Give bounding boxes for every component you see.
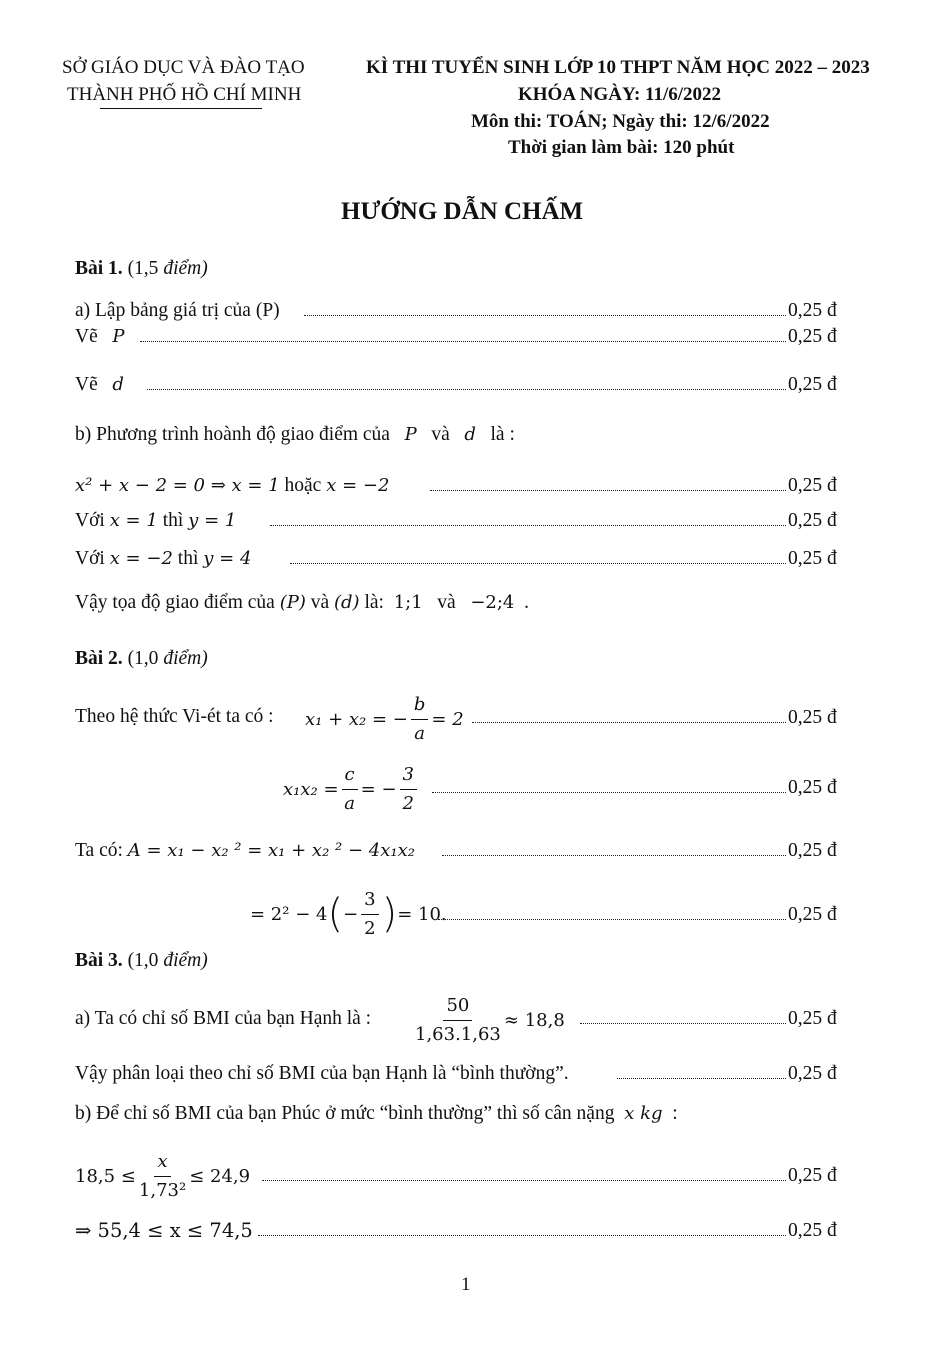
bai1-case2: Với x = −2 thì y = 4	[75, 548, 252, 569]
bai3-a-row	[0, 1004, 938, 1034]
bai1-b-row	[0, 420, 938, 450]
bai1-heading	[75, 258, 208, 280]
bai3-b-row	[0, 1099, 938, 1129]
bai1-label: Bài 1.	[75, 258, 123, 279]
points: 0,25 đ	[788, 1220, 837, 1241]
leader-dots	[290, 563, 786, 564]
points: 0,25 đ	[788, 1008, 837, 1029]
bai3-classify-row	[0, 1059, 938, 1089]
bai3-score-unit: điểm)	[163, 950, 208, 971]
exam-title: KÌ THI TUYỂN SINH LỚP 10 THPT NĂM HỌC 2022 – 2023	[366, 57, 870, 78]
bai2-vieta-text: Theo hệ thức Vi-ét ta có :	[75, 706, 274, 727]
points: 0,25 đ	[788, 777, 837, 798]
bai3-result-row	[0, 1216, 938, 1246]
bai1-ve-p: Vẽ P	[75, 326, 125, 347]
leader-dots	[430, 490, 786, 491]
leader-dots	[262, 1180, 786, 1181]
bai3-heading	[75, 950, 208, 972]
bai1-score-unit: điểm)	[163, 258, 208, 279]
bai2-heading	[75, 648, 208, 670]
bai2-score-unit: điểm)	[163, 648, 208, 669]
bai2-calculation: = 2² − 4 ( − $\frac{3}{2}$ ) = 10.	[250, 888, 447, 939]
bai1-conclusion: Vậy tọa độ giao điểm của (P) và (d) là: 1;1 và −2;4 .	[75, 592, 530, 613]
leader-dots	[472, 722, 786, 723]
bai3-b-text: b) Để chỉ số BMI của bạn Phúc ở mức “bình thường” thì số cân nặng x kg :	[75, 1103, 678, 1124]
header-city: THÀNH PHỐ HỒ CHÍ MINH	[67, 84, 302, 105]
bai1-b-text: b) Phương trình hoành độ giao điểm của P và d là :	[75, 424, 515, 445]
points: 0,25 đ	[788, 1165, 837, 1186]
points: 0,25 đ	[788, 374, 837, 395]
bai3-score: (1,0	[127, 950, 159, 971]
bai3-result: ⇒ 55,4 ≤ x ≤ 74,5	[75, 1219, 253, 1242]
page-number: 1	[461, 1274, 471, 1295]
bai1-x2-row	[0, 544, 938, 574]
header-department: SỞ GIÁO DỤC VÀ ĐÀO TẠO	[62, 57, 305, 78]
leader-dots	[270, 525, 786, 526]
leader-dots	[438, 919, 786, 920]
bai1-eq-row	[0, 471, 938, 501]
exam-subject: Môn thi: TOÁN; Ngày thi: 12/6/2022	[471, 111, 770, 132]
bai2-sum-row	[0, 703, 938, 733]
leader-dots	[258, 1235, 786, 1236]
bai2-a-expression: Ta có: A = x₁ − x₂ ² = x₁ + x₂ ² − 4x₁x₂	[75, 840, 415, 861]
exam-duration: Thời gian làm bài: 120 phút	[508, 137, 735, 158]
bai1-a-text: a) Lập bảng giá trị của (P)	[75, 300, 280, 321]
bai2-sum-formula: x₁ + x₂ = − $\frac{b}{a}$ = 2	[305, 693, 464, 744]
bai1-conclusion-row	[0, 588, 938, 618]
bai2-product-row	[0, 773, 938, 803]
bai1-case1: Với x = 1 thì y = 1	[75, 510, 237, 531]
points: 0,25 đ	[788, 548, 837, 569]
bai3-inequality: 18,5 ≤ $\frac{x}{\text{1,73²}}$ ≤ 24,9	[75, 1150, 251, 1201]
bai2-a-row	[0, 836, 938, 866]
leader-dots	[304, 315, 786, 316]
points: 0,25 đ	[788, 707, 837, 728]
bai3-classify: Vậy phân loại theo chỉ số BMI của bạn Hạnh là “bình thường”.	[75, 1063, 569, 1084]
bai1-equation: x² + x − 2 = 0 ⇒ x = 1 hoặc x = −2	[75, 475, 390, 496]
bai2-calc-row	[0, 900, 938, 930]
bai2-label: Bài 2.	[75, 648, 123, 669]
leader-dots	[147, 389, 786, 390]
points: 0,25 đ	[788, 475, 837, 496]
leader-dots	[432, 792, 786, 793]
points: 0,25 đ	[788, 300, 837, 321]
bai3-bmi-formula: $\frac{50}{1,63.1,63}$ ≈ 18,8	[415, 994, 565, 1045]
points: 0,25 đ	[788, 1063, 837, 1084]
bai2-product-formula: x₁x₂ = $\frac{c}{a}$ = − $\frac{3}{2}$	[283, 762, 420, 816]
leader-dots	[140, 341, 786, 342]
bai3-a-text: a) Ta có chỉ số BMI của bạn Hạnh là :	[75, 1008, 372, 1029]
exam-date: KHÓA NGÀY: 11/6/2022	[518, 84, 722, 105]
leader-dots	[580, 1023, 786, 1024]
points: 0,25 đ	[788, 510, 837, 531]
bai1-ve-d: Vẽ d	[75, 374, 124, 395]
points: 0,25 đ	[788, 840, 837, 861]
bai3-label: Bài 3.	[75, 950, 123, 971]
bai1-score: (1,5	[127, 258, 159, 279]
bai1-ve-d-row	[0, 370, 938, 400]
bai3-ineq-row	[0, 1161, 938, 1191]
points: 0,25 đ	[788, 326, 837, 347]
header-underline	[100, 108, 262, 109]
points: 0,25 đ	[788, 904, 837, 925]
leader-dots	[617, 1078, 786, 1079]
leader-dots	[442, 855, 786, 856]
bai2-score: (1,0	[127, 648, 159, 669]
page-title: HƯỚNG DẪN CHẤM	[341, 198, 584, 225]
bai1-x1-row	[0, 506, 938, 536]
bai1-ve-p-row	[0, 322, 938, 352]
